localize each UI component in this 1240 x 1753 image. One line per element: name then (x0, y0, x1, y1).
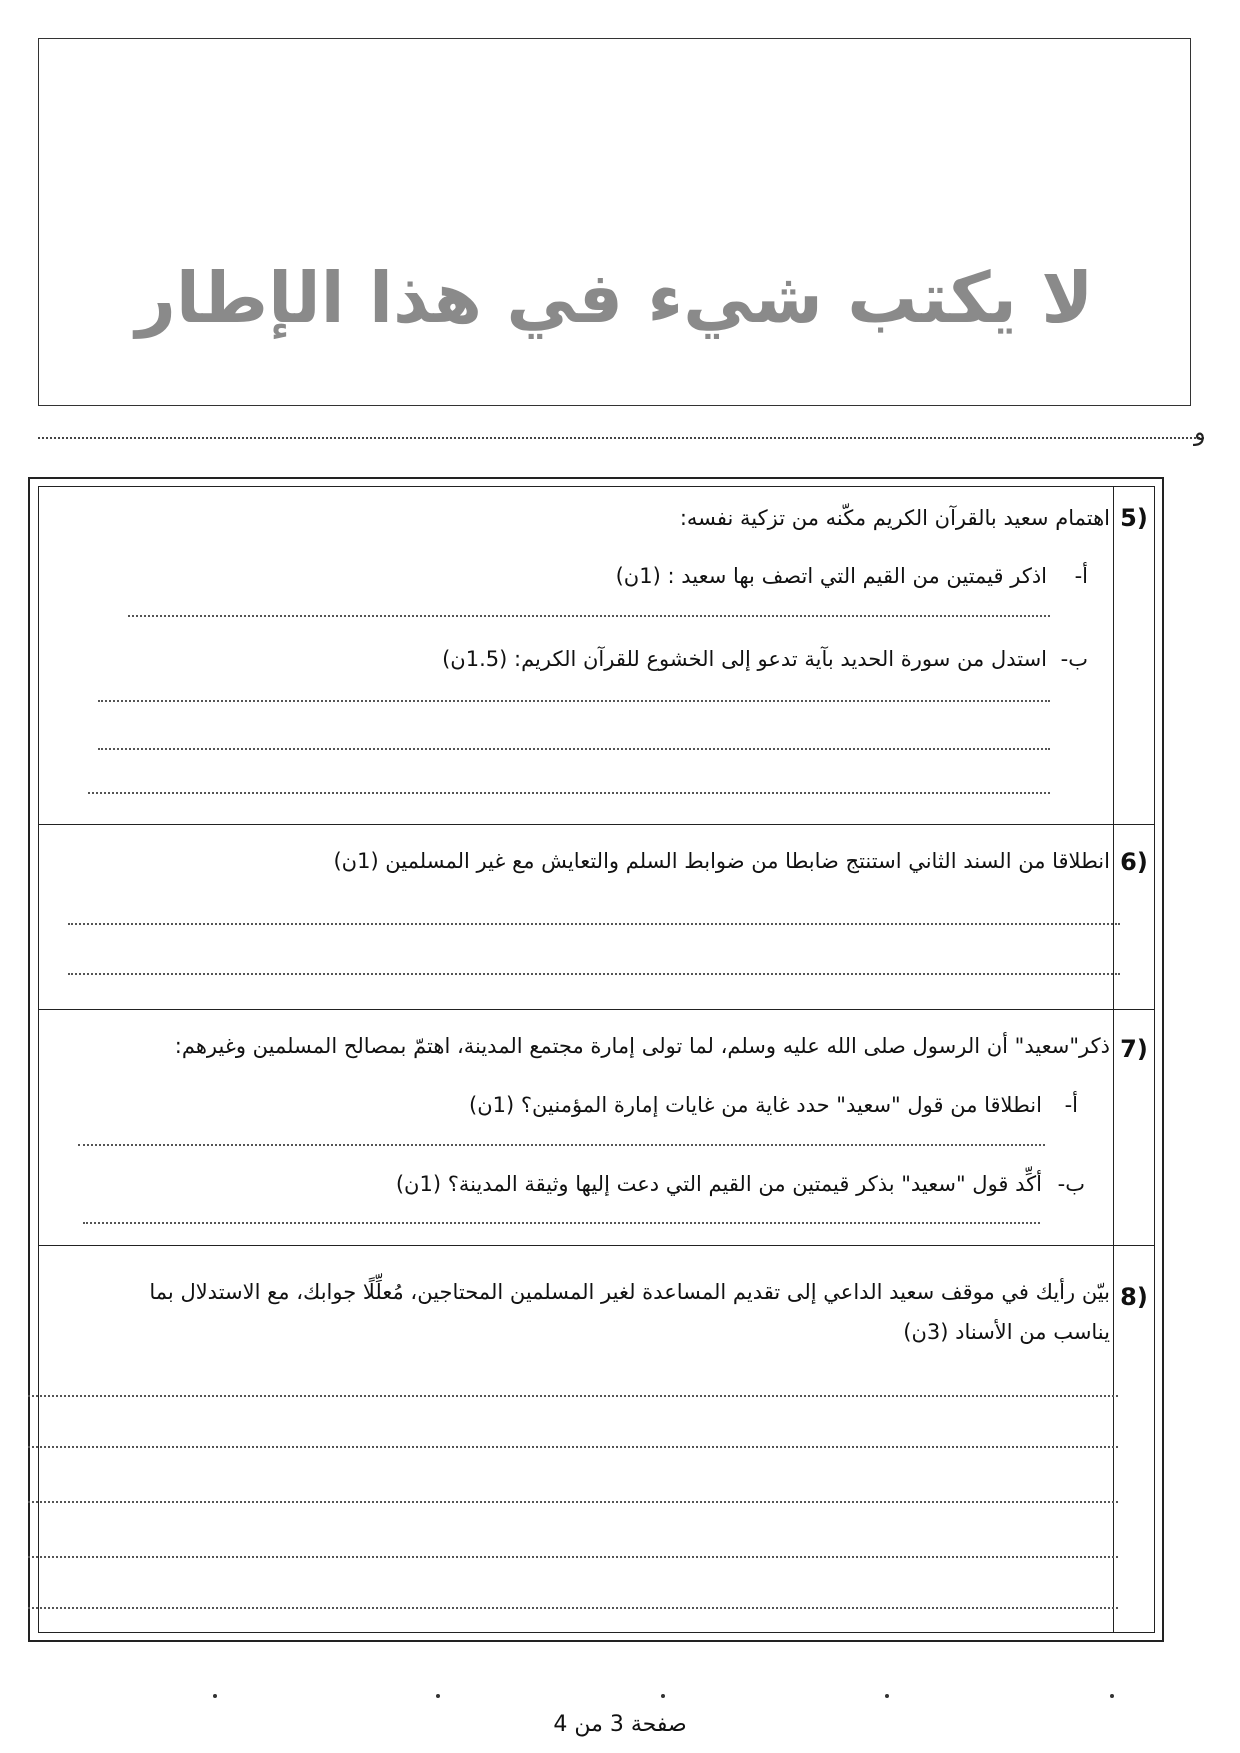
footer-dot (1110, 1694, 1114, 1698)
question-7a-text: انطلاقا من قول "سعيد" حدد غاية من غايات إمارة المؤمنين؟ (1ن) (469, 1093, 1042, 1117)
question-divider (38, 824, 1155, 825)
question-7b-text: أكِّد قول "سعيد" بذكر قيمتين من القيم التي دعت إليها وثيقة المدينة؟ (1ن) (395, 1172, 1042, 1196)
question-5b-text: استدل من سورة الحديد بآية تدعو إلى الخشوع للقرآن الكريم: (1.5ن) (442, 647, 1047, 671)
answer-line[interactable] (28, 1556, 1118, 1558)
question-5a-text: اذكر قيمتين من القيم التي اتصف بها سعيد : (1ن) (615, 564, 1047, 588)
no-write-notice: لا يكتب شيء في هذا الإطار (135, 257, 1094, 339)
answer-line[interactable] (83, 1222, 1040, 1224)
question-5-stem: اهتمام سعيد بالقرآن الكريم مكّنه من تزكية نفسه: (679, 506, 1110, 530)
question-7-stem: ذكر"سعيد" أن الرسول صلى الله عليه وسلم، لما تولى إمارة مجتمع المدينة، اهتمّ بمصالح المسلمين وغيرهم: (174, 1034, 1110, 1058)
question-5b-label: ب- (1060, 647, 1088, 671)
answer-line[interactable] (28, 1607, 1118, 1609)
page-number: صفحة 3 من 4 (553, 1712, 687, 1737)
question-divider (38, 1245, 1155, 1246)
question-number-8: 8) (1120, 1283, 1148, 1311)
question-number-5: 5) (1120, 504, 1148, 532)
answer-line[interactable] (28, 1501, 1118, 1503)
cut-line-mark: و (1194, 418, 1206, 446)
answer-line[interactable] (98, 700, 1050, 702)
answer-line[interactable] (128, 615, 1050, 617)
question-7a-label: أ- (1064, 1093, 1078, 1117)
footer-dot (885, 1694, 889, 1698)
question-number-6: 6) (1120, 848, 1148, 876)
question-6-stem: انطلاقا من السند الثاني استنتج ضابطا من ضوابط السلم والتعايش مع غير المسلمين (1ن) (333, 849, 1110, 873)
answer-line[interactable] (28, 1395, 1118, 1397)
question-divider (38, 1009, 1155, 1010)
answer-line[interactable] (68, 973, 1120, 975)
answer-line[interactable] (78, 1144, 1045, 1146)
footer-dot (436, 1694, 440, 1698)
question-7b-label: ب- (1057, 1172, 1085, 1196)
question-8-stem: بيّن رأيك في موقف سعيد الداعي إلى تقديم المساعدة لغير المسلمين المحتاجين، مُعلِّلًا جوابك، مع الاستدلال بما يناسب من الأسناد (3ن) (149, 1280, 1110, 1344)
answer-line[interactable] (68, 923, 1120, 925)
footer-dot (213, 1694, 217, 1698)
answer-line[interactable] (28, 1446, 1118, 1448)
question-number-7: 7) (1120, 1035, 1148, 1063)
question-5a-label: أ- (1074, 564, 1088, 588)
answer-line[interactable] (88, 792, 1050, 794)
answer-line[interactable] (98, 748, 1050, 750)
cut-line (38, 437, 1204, 439)
footer-dot (661, 1694, 665, 1698)
no-write-frame (38, 38, 1191, 406)
